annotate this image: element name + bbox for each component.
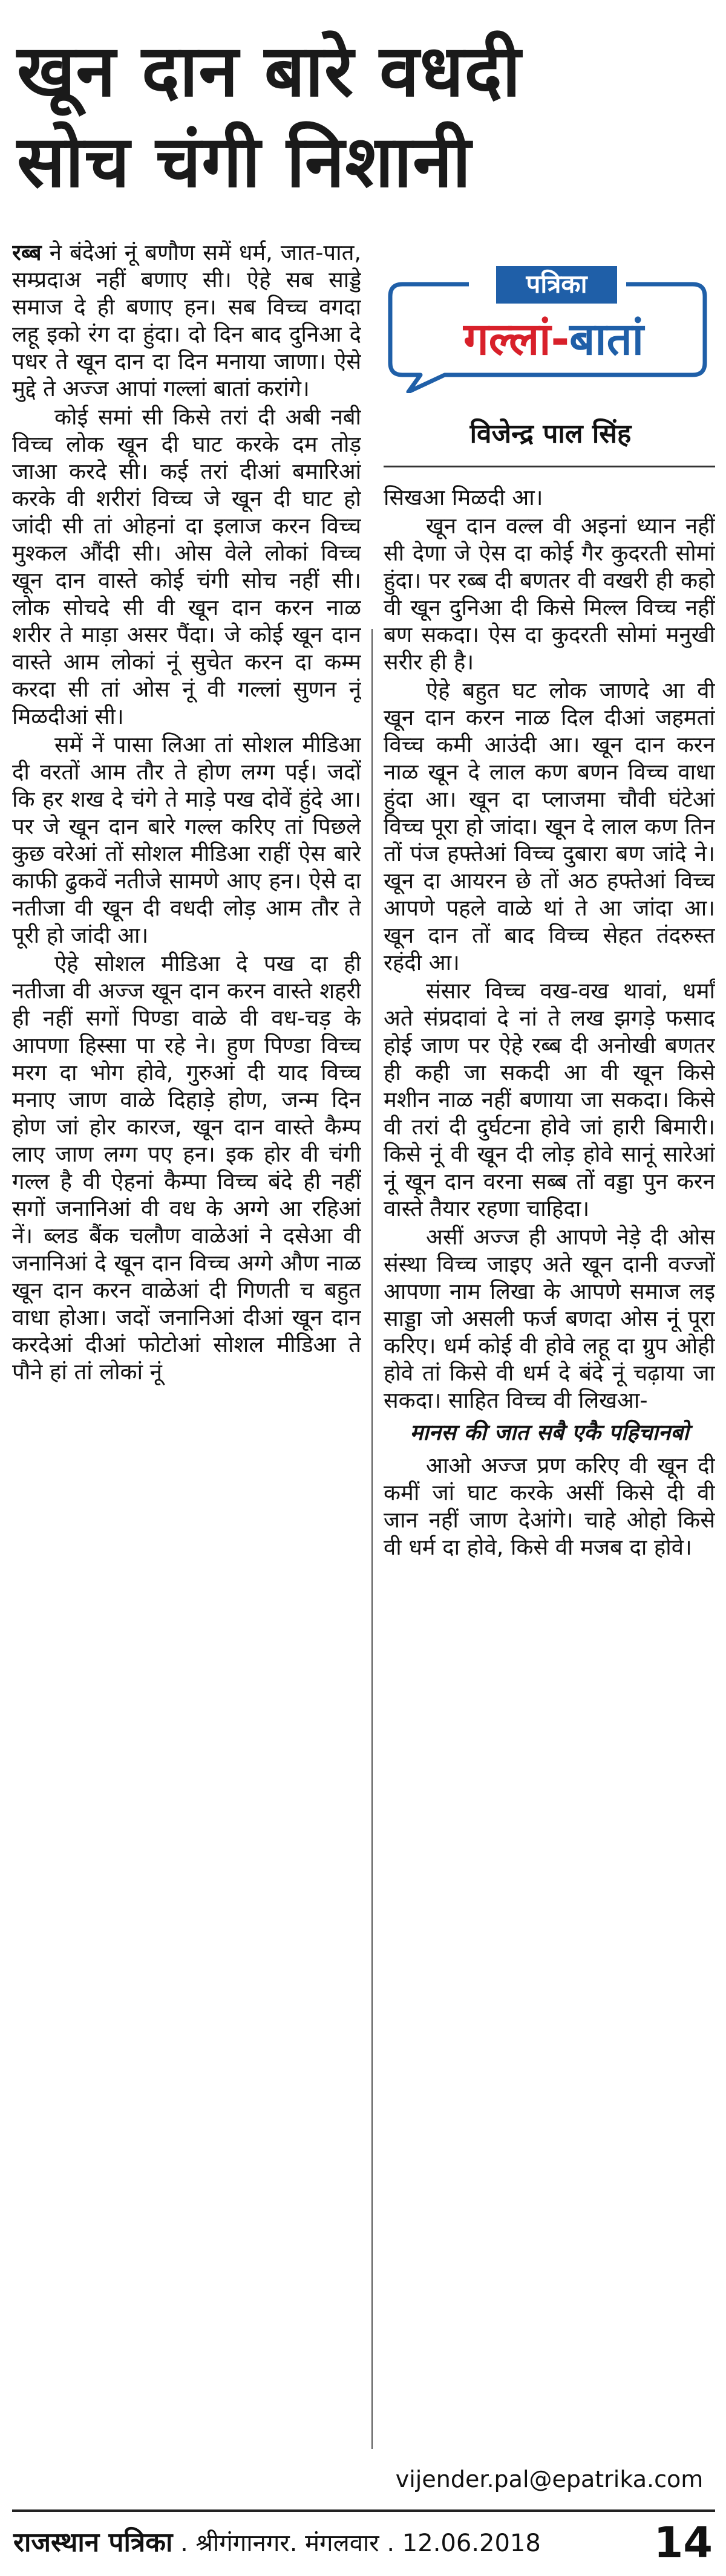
city-day-date: श्रीगंगानगर. मंगलवार . 12.06.2018	[195, 2529, 541, 2557]
badge-dash: -	[551, 313, 570, 365]
quote-line: मानस की जात सबै एकै पहिचानबो	[410, 1419, 689, 1445]
footer-rule	[12, 2509, 715, 2512]
paragraph: सिखआ मिळदी आ।	[384, 484, 543, 510]
page-number: 14	[653, 2518, 713, 2568]
lead-word: रब्ब	[12, 239, 42, 265]
paragraph: संसार विच्च वख-वख थावां, धर्मां अते संप्रदावां दे नां ते लख झगड़े फसाद होई जाण पर ऐहे रब्ब दी अनोखी बणतर ही कही जा सकदी आ वी खून किसे मशीन नाळ नहीं बणाया जा सकदा। किसे वी तरां दी दुर्घटना होवे जां हारी बिमारी। किसे नूं वी खून दी लोड़ होवे सानूं सारेआं नूं खून दान वरना सब्ब तों वड्डा पुन करन वास्ते तैयार रहणा चाहिदा।	[384, 978, 715, 1221]
byline-rule	[384, 466, 715, 467]
headline-line-2: सोच चंगी निशानी	[17, 120, 472, 203]
footer-separator: .	[172, 2529, 196, 2557]
publication-name: राजस्थान पत्रिका	[13, 2527, 173, 2558]
badge-label: पत्रिका	[496, 266, 617, 304]
column-divider	[371, 629, 373, 2449]
paragraph: समें नें पासा लिआ तां सोशल मीडिआ दी वरतों आम तौर ते होण लग्ग पई। जदों कि हर शख दे चंगे ते माड़े पख दोवें हुंदे आ। पर जे खून दान बारे गल्ल करिए तां पिछले कुछ वरेआं तों सोशल मीडिआ राहीं ऐस बारे काफी ढुकवें नतीजे सामणे आए हन। ऐसे दा नतीजा वी खून दी वधदी लोड़ आम तौर ते पूरी हो जांदी आ।	[12, 732, 361, 948]
author-byline: विजेन्द्र पाल सिंह	[469, 418, 632, 449]
paragraph: खून दान वल्ल वी अइनां ध्यान नहीं सी देणा जे ऐस दा कोई गैर कुदरती सोमां हुंदा। पर रब्ब दी बणतर वी वखरी ही कहो वी खून दुनिआ दी किसे मिल्ल विच्च नहीं बण सकदा। ऐस दा कुदरती सोमां मनुखी सरीर ही है।	[384, 513, 715, 675]
article-left-column	[12, 239, 361, 2455]
intro-text: ने बंदेआं नूं बणौण समें धर्म, जात-पात, सम्प्रदाअ नहीं बणाए सी। ऐहे सब साड्डे समाज दे ही बणाए हन। सब विच्च वगदा लहू इको रंग दा हुंदा। दो दिन बाद दुनिआ दे पधर ते खून दान दा दिन मनाया जाणा। ऐसे मुद्दे ते अज्ज आपां गल्लां बातां करांगे।	[12, 239, 361, 402]
badge-word-2: बातां	[569, 313, 644, 365]
paragraph: असीं अज्ज ही आपणे नेड़े दी ओस संस्था विच्च जाइए अते खून दानी वज्जों आपणा नाम लिखा के आपणे समाज लइ साड्डा जो असली फर्ज बणदा ओस नूं पूरा करिए। धर्म कोई वी होवे लहू दा ग्रुप ओही होवे तां किसे वी धर्म दे बंदे नूं चढ़ाया जा सकदा। साहित विच्च वी लिखआ-	[384, 1224, 715, 1413]
paragraph: ऐहे सोशल मीडिआ दे पख दा ही नतीजा वी अज्ज खून दान करन वास्ते शहरी ही नहीं सगों पिण्डा वाळे वी वध-चड़ के आपणा हिस्सा पा रहे ने। हुण पिण्डा विच्च मरग दा भोग होवे, गुरुआं दी याद विच्च मनाए जाण वाळे दिहाड़े होण, जन्म दिन होण जां होर कारज, खून दान वास्ते कैम्प लाए जाण लग्ग पए हन। इक होर वी चंगी गल्ल है वी ऐहनां कैम्पा विच्च बंदे ही नहीं सगों जनानिआं वी वध के अग्गे आ रहिआं नें। ब्लड बैंक चलौण वाळेआं ने दसेआ वी जनानिआं दे खून दान विच्च अग्गे औण नाळ खून दान करन वाळेआं दी गिणती च बहुत वाधा होआ। जदों जनानिआं दीआं खून दान करदेआं दीआं फोटोआं सोशल मीडिआ ते पौने हां तां लोकां नूं	[12, 951, 361, 1385]
paragraph: कोई समां सी किसे तरां दी अबी नबी विच्च लोक खून दी घाट करके दम तोड़ जाआ करदे सी। कई तरां दीआं बमारिआं करके वी शरीरां विच्च जे खून दी घाट हो जांदी सी तां ओहनां दा इलाज करन विच्च मुश्कल औंदी सी। ओस वेले लोकां विच्च खून दान वास्ते कोई चंगी सोच नहीं सी। लोक सोचदे सी वी खून दान करन नाळ शरीर ते माड़ा असर पैंदा। जे कोई खून दान वास्ते आम लोकां नूं सुचेत करन दा कम्म करदा सी तां ओस नूं वी गल्लां सुणन नूं मिळदीआं सी।	[12, 404, 361, 729]
column-badge	[378, 254, 717, 393]
headline-line-1: खून दान बारे वधदी	[17, 29, 522, 112]
article-right-column	[384, 484, 715, 2271]
paragraph: ऐहे बहुत घट लोक जाणदे आ वी खून दान करन नाळ दिल दीआं जहमतां विच्च कमी आउंदी आ। खून दान करन नाळ खून दे लाल कण बणन विच्च वाधा हुंदा आ। खून दा प्लाजमा चौवी घंटेआं विच्च पूरा हो जांदा। खून दे लाल कण तिन तों पंज हफ्तेआं विच्च दुबारा बण जांदे ने। खून दा आयरन छे तों अठ हफ्तेआं विच्च आपणे पहले वाळे थां ते आ जांदा आ। खून दान तों बाद विच्च सेहत तंदरुस्त रहंदी आ।	[384, 677, 715, 975]
author-email: vijender.pal@epatrika.com	[395, 2466, 704, 2493]
page-footer	[13, 2519, 715, 2567]
badge-word-1: गल्लां	[463, 313, 551, 365]
paragraph-intro	[12, 239, 361, 402]
paragraph: आओ अज्ज प्रण करिए वी खून दी कमीं जां घाट करके असीं किसे दी वी जान नहीं जाण देआंगे। चाहे ओहो किसे वी धर्म दा होवे, किसे वी मजब दा होवे।	[384, 1452, 715, 1560]
badge-title	[420, 312, 687, 366]
